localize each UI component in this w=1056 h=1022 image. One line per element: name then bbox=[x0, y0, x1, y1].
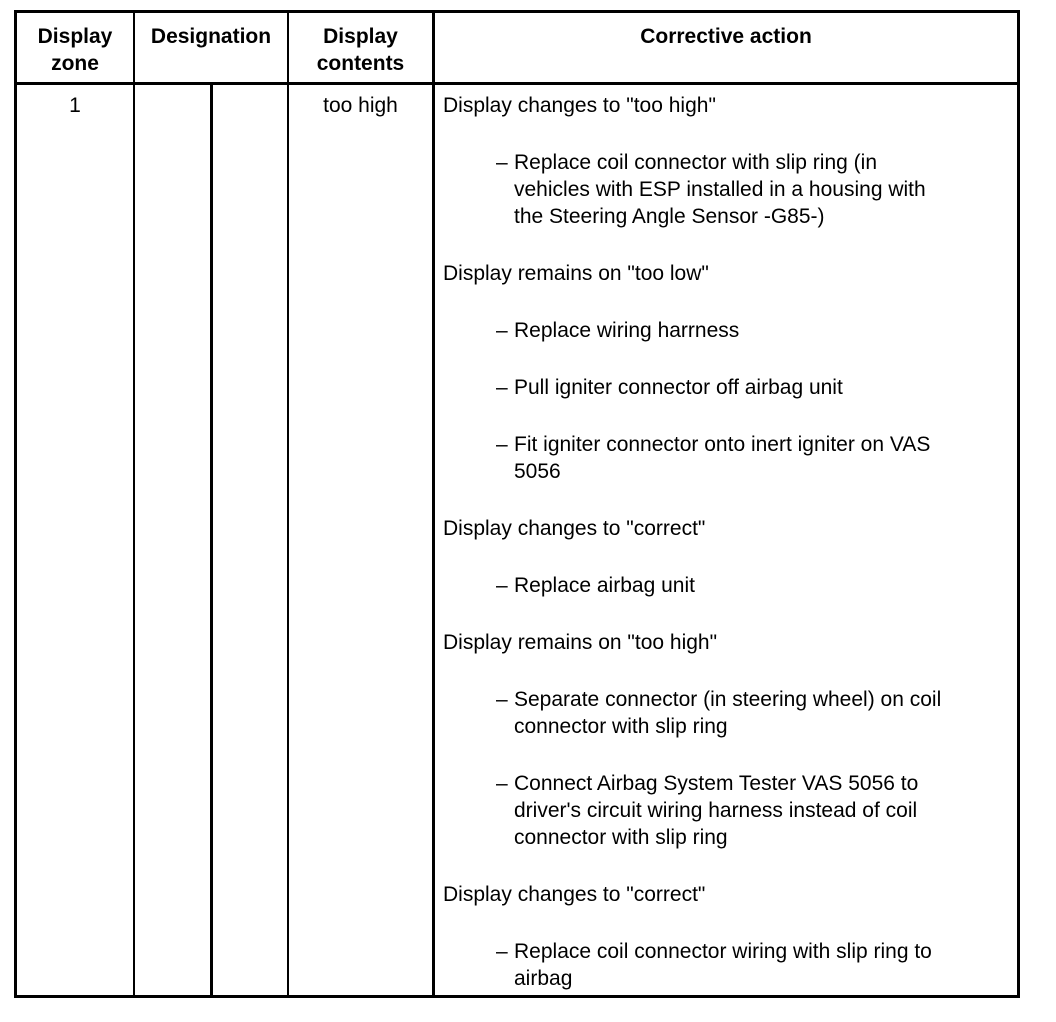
table-left-border bbox=[14, 10, 17, 998]
header-corrective-action: Corrective action bbox=[640, 25, 812, 48]
step-dash-icon: – bbox=[496, 319, 508, 342]
corrective-step bbox=[443, 374, 1013, 401]
step-text: Replace airbag unit bbox=[514, 574, 695, 597]
step-dash-icon: – bbox=[496, 688, 508, 711]
cell-display-contents: too high bbox=[323, 94, 398, 117]
corrective-step bbox=[443, 938, 1013, 992]
header-designation: Designation bbox=[150, 25, 272, 48]
step-dash-icon: – bbox=[496, 772, 508, 795]
table-top-border bbox=[14, 10, 1020, 13]
cell-display-zone: 1 bbox=[69, 94, 81, 117]
col-divider-zone bbox=[133, 10, 135, 998]
result-heading: Display changes to "correct" bbox=[443, 883, 706, 906]
corrective-step bbox=[443, 149, 1013, 230]
corrective-step bbox=[443, 572, 1013, 599]
step-text: Replace coil connector wiring with slip ring to airbag bbox=[514, 940, 932, 990]
result-heading: Display remains on "too high" bbox=[443, 631, 718, 654]
header-bottom-border bbox=[14, 82, 1020, 85]
col-divider-designation-end bbox=[287, 10, 289, 998]
step-text: Replace wiring harrness bbox=[514, 319, 740, 342]
corrective-step bbox=[443, 317, 1013, 344]
col-divider-contents bbox=[432, 10, 435, 998]
step-text: Separate connector (in steering wheel) on coil connector with slip ring bbox=[514, 688, 942, 738]
step-text: Pull igniter connector off airbag unit bbox=[514, 376, 843, 399]
corrective-step bbox=[443, 431, 1013, 485]
step-text: Fit igniter connector onto inert igniter on VAS 5056 bbox=[514, 433, 931, 483]
step-text: Replace coil connector with slip ring (in vehicles with ESP installed in a housing with the Steering Angle Sensor -G85-) bbox=[514, 151, 926, 228]
corrective-step bbox=[443, 686, 1013, 740]
col-divider-designation bbox=[210, 84, 213, 998]
table-right-border bbox=[1017, 10, 1020, 998]
result-heading: Display changes to "too high" bbox=[443, 94, 716, 117]
corrective-action-list bbox=[443, 92, 1013, 1022]
step-dash-icon: – bbox=[496, 574, 508, 597]
result-heading: Display changes to "correct" bbox=[443, 517, 706, 540]
step-dash-icon: – bbox=[496, 940, 508, 963]
step-text: Connect Airbag System Tester VAS 5056 to driver's circuit wiring harness instead of coil connector with slip ring bbox=[514, 772, 919, 849]
step-dash-icon: – bbox=[496, 151, 508, 174]
step-dash-icon: – bbox=[496, 376, 508, 399]
step-dash-icon: – bbox=[496, 433, 508, 456]
header-display-contents: Display contents bbox=[316, 25, 405, 75]
corrective-step bbox=[443, 770, 1013, 851]
result-heading: Display remains on "too low" bbox=[443, 262, 709, 285]
header-display-zone: Display zone bbox=[37, 25, 113, 75]
